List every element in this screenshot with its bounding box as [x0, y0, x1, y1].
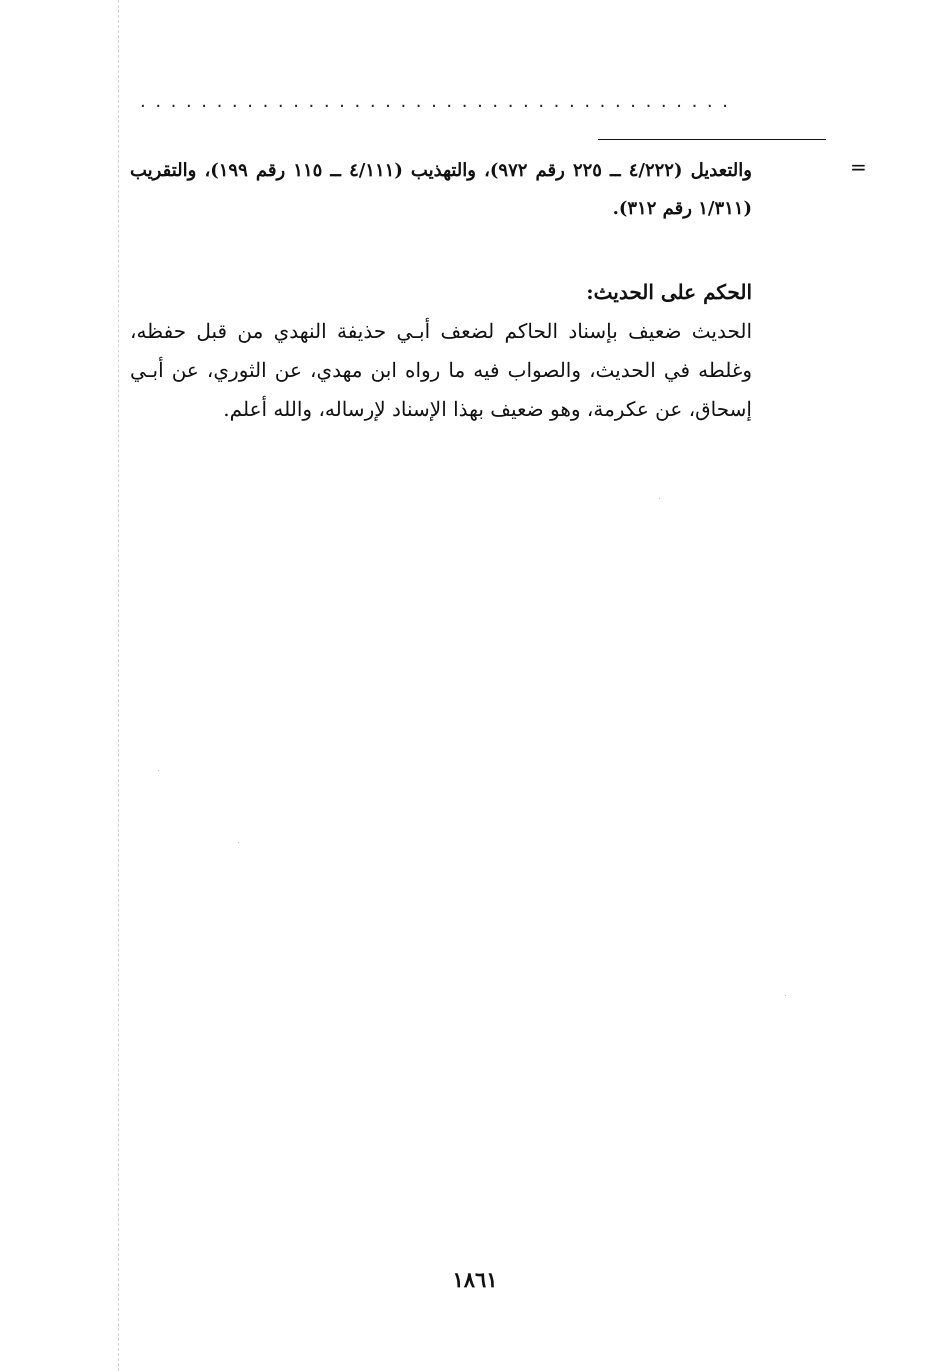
dotted-separator: ....................................... — [140, 92, 738, 112]
scan-speck — [659, 498, 660, 499]
scan-speck — [785, 995, 786, 996]
footnote-text: والتعديل (٤/٢٢٢ ــ ٢٢٥ رقم ٩٧٢)، والتهذيب (٤/١١١ ــ ١١٥ رقم ١٩٩)، والتقريب (١/٣١١ رقم ٣١٢). — [130, 160, 752, 219]
scan-speck — [158, 770, 159, 771]
section-body-text: الحديث ضعيف بإسناد الحاكم لضعف أبـي حذيفة النهدي من قبل حفظه، وغلطه في الحديث، والصواب فيه ما رواه ابن مهدي، عن الثوري، عن أبـي إسحاق، عن عكرمة، وهو ضعيف بهذا الإسناد لإرساله، والله أعلم. — [130, 319, 753, 421]
footnote-continuation-mark: = — [850, 155, 867, 179]
scan-speck — [238, 842, 239, 843]
scan-edge-line — [118, 0, 119, 1371]
footnote-separator-line — [598, 139, 826, 140]
page-number: ١٨٦١ — [452, 1267, 498, 1292]
section-heading: الحكم على الحديث: — [586, 280, 752, 304]
